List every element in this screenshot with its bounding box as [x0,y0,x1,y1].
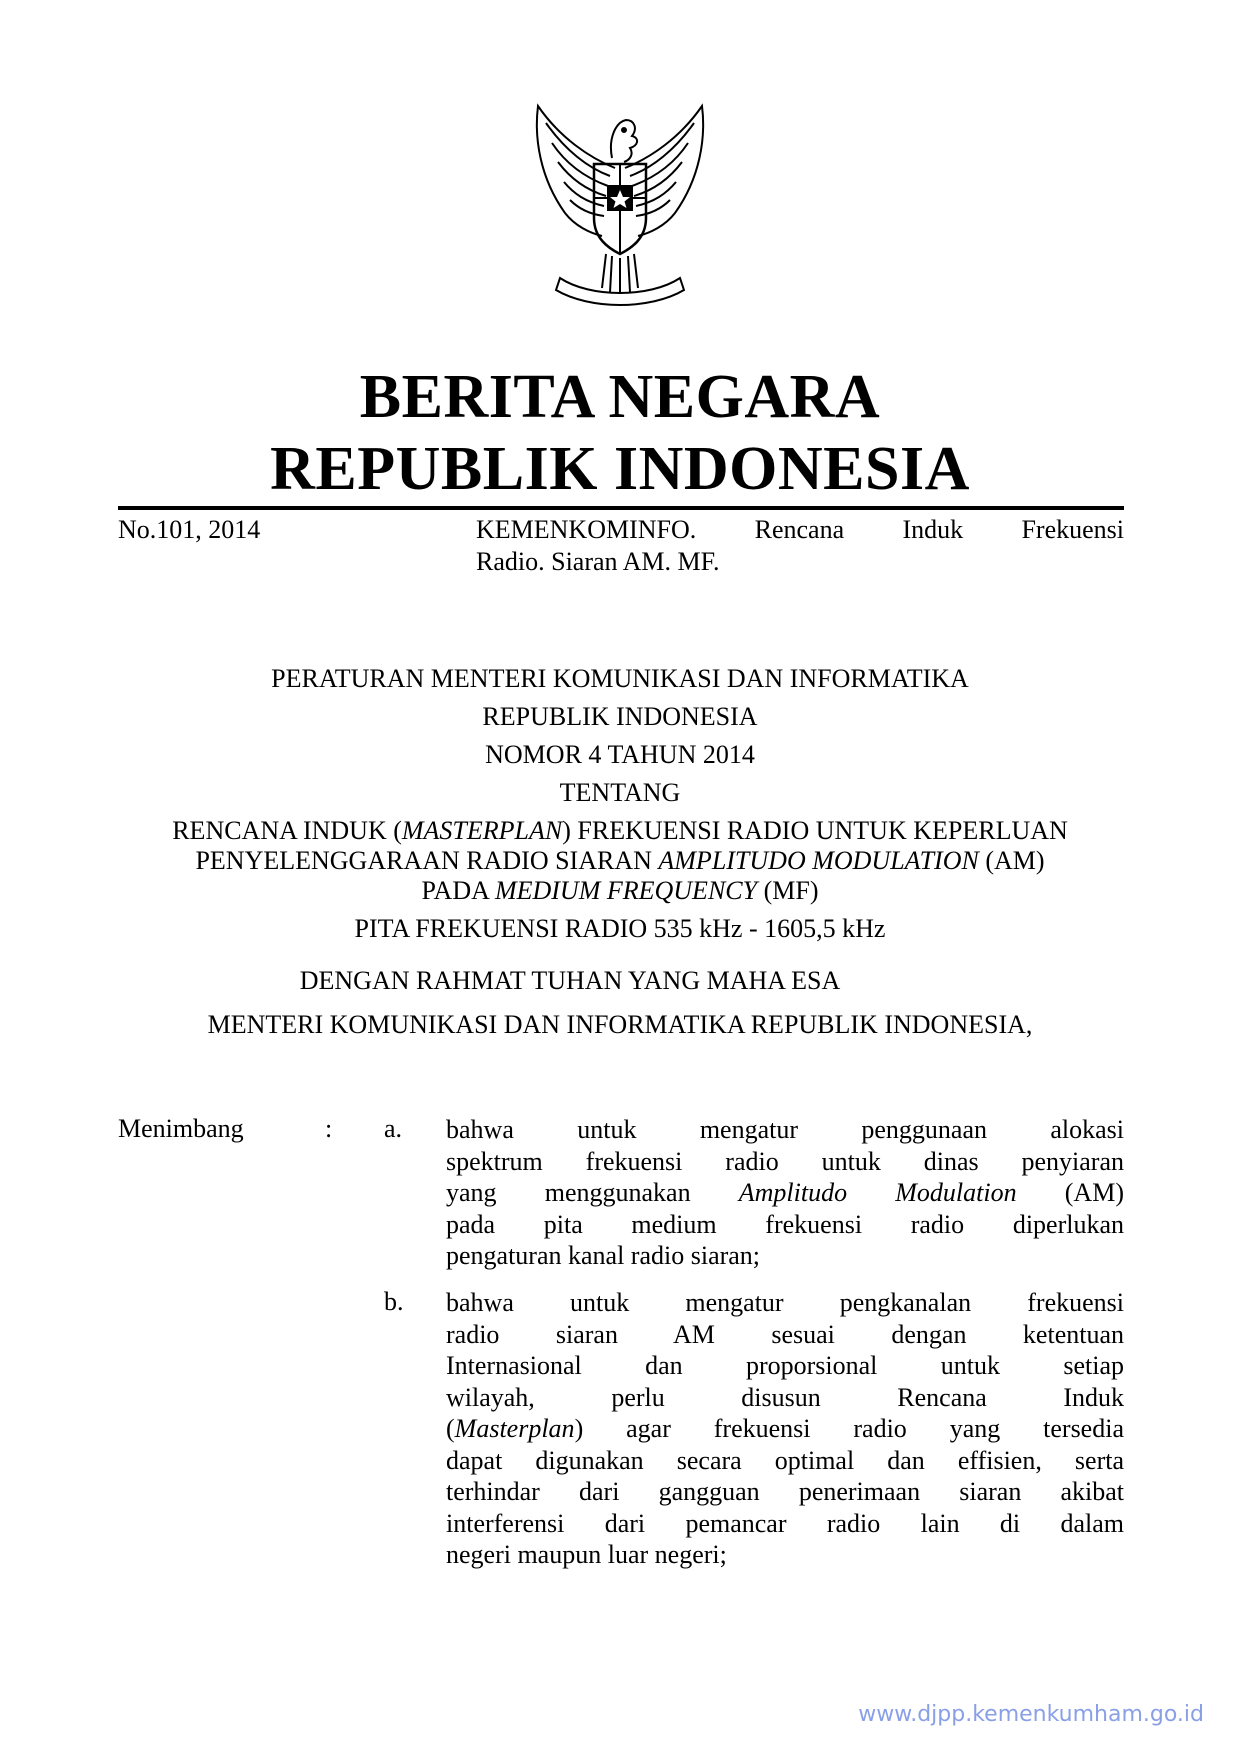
minister-line: MENTERI KOMUNIKASI DAN INFORMATIKA REPUBLIK INDONESIA, [207,1010,1033,1039]
item-text: ) agar frekuensi radio yang tersedia [574,1414,1124,1443]
item-line: pada pita medium frekuensi radio diperlukan [446,1209,1124,1239]
title-italic-text: MEDIUM FREQUENCY [494,876,758,905]
title-italic-text: AMPLITUDO MODULATION [658,846,979,875]
title-text: RENCANA INDUK ( [172,816,402,845]
item-line: bahwa untuk mengatur pengkanalan frekuensi [446,1288,1124,1317]
item-line: interferensi dari pemancar radio lain di dalam [446,1508,1124,1538]
regulation-title-line [0,846,1240,876]
masthead-divider [118,506,1124,510]
regulation-line: PERATURAN MENTERI KOMUNIKASI DAN INFORMATIKA [271,664,969,693]
item-line: pengaturan kanal radio siaran; [446,1241,761,1270]
regulation-line: TENTANG [559,778,681,807]
masthead-subtitle: REPUBLIK INDONESIA [270,435,970,503]
item-italic-text: Masterplan [454,1414,575,1443]
item-line [446,1177,1124,1209]
title-italic-text: MASTERPLAN [401,816,563,845]
title-text: PADA [421,876,495,905]
item-text: ( [446,1414,455,1443]
considering-item-b [446,1287,1124,1571]
garuda-emblem-icon [520,98,720,313]
item-line: negeri maupun luar negeri; [446,1540,727,1569]
item-line: terhindar dari gangguan penerimaan siaran akibat [446,1477,1124,1506]
item-mark: b. [384,1287,404,1316]
item-line: spektrum frekuensi radio untuk dinas penyiaran [446,1146,1124,1176]
considering-item-a [446,1114,1124,1272]
item-text: (AM) [1016,1178,1124,1207]
footer-website-link[interactable]: www.djpp.kemenkumham.go.id [858,1702,1204,1727]
item-line [446,1413,1124,1445]
gazette-number: No.101, 2014 [118,515,261,544]
title-text: PENYELENGGARAAN RADIO SIARAN [195,846,659,875]
regulation-title-line [0,876,1240,906]
item-mark: a. [384,1114,403,1143]
blessing-line: DENGAN RAHMAT TUHAN YANG MAHA ESA [299,966,841,995]
item-line: Internasional dan proporsional untuk setiap [446,1351,1124,1380]
masthead-title: BERITA NEGARA [359,363,881,431]
item-line: dapat digunakan secara optimal dan effisien, serta [446,1445,1124,1475]
gazette-subject [476,514,1124,578]
item-italic-text: Amplitudo Modulation [738,1178,1017,1207]
regulation-line: REPUBLIK INDONESIA [482,702,758,731]
item-line: wilayah, perlu disusun Rencana Induk [446,1382,1124,1412]
title-text: (AM) [978,846,1045,875]
item-line: radio siaran AM sesuai dengan ketentuan [446,1319,1124,1349]
regulation-title-line [0,816,1240,846]
considering-colon: : [325,1114,333,1143]
subject-line: Radio. Siaran AM. MF. [476,547,720,576]
item-text: yang menggunakan [446,1178,739,1207]
title-text: (MF) [757,876,819,905]
subject-line: KEMENKOMINFO. Rencana Induk Frekuensi [476,515,1124,544]
regulation-line: NOMOR 4 TAHUN 2014 [485,740,755,769]
considering-label: Menimbang [118,1114,244,1143]
title-text: ) FREKUENSI RADIO UNTUK KEPERLUAN [562,816,1068,845]
item-line: bahwa untuk mengatur penggunaan alokasi [446,1115,1124,1144]
regulation-title-line: PITA FREKUENSI RADIO 535 kHz - 1605,5 kHz [354,914,886,943]
